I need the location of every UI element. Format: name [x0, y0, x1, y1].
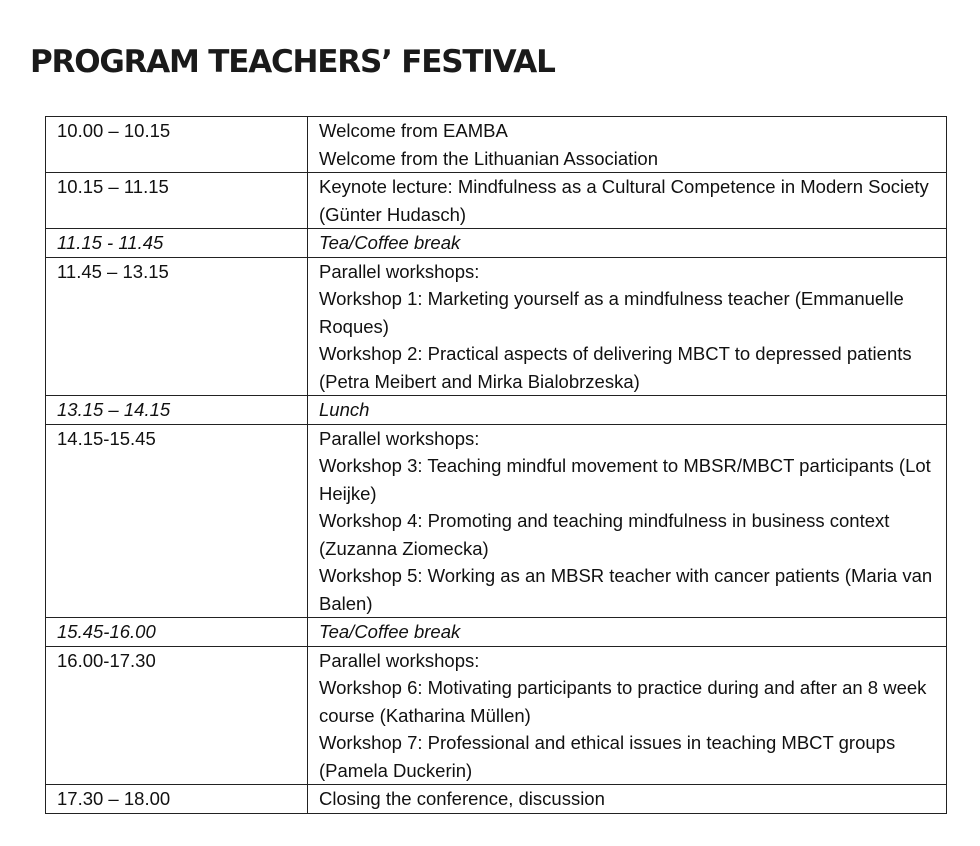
- activity-cell: [308, 424, 947, 618]
- activity-line: Workshop 2: Practical aspects of delivering MBCT to depressed patients (Petra Meibert and Mirka Bialobrzeska): [319, 343, 912, 392]
- activity-cell: [308, 117, 947, 173]
- activity-line: Workshop 5: Working as an MBSR teacher with cancer patients (Maria van Balen): [319, 565, 933, 614]
- activity-line: Workshop 6: Motivating participants to practice during and after an 8 week course (Katharina Müllen): [319, 677, 927, 726]
- activity-line: Workshop 7: Professional and ethical issues in teaching MBCT groups (Pamela Duckerin): [319, 732, 896, 781]
- time-cell: 11.45 – 13.15: [46, 257, 308, 396]
- activity-cell: [308, 229, 947, 258]
- activity-line: Closing the conference, discussion: [319, 788, 605, 809]
- time-cell: 16.00-17.30: [46, 646, 308, 785]
- time-cell: 10.00 – 10.15: [46, 117, 308, 173]
- time-cell: 15.45-16.00: [46, 618, 308, 647]
- activity-cell: [308, 618, 947, 647]
- activity-cell: [308, 257, 947, 396]
- time-cell: 10.15 – 11.15: [46, 173, 308, 229]
- activity-cell: [308, 785, 947, 814]
- activity-line: Lunch: [319, 399, 370, 420]
- table-row: [46, 424, 947, 618]
- table-row: [46, 785, 947, 814]
- activity-line: Welcome from the Lithuanian Association: [319, 147, 659, 169]
- table-row-break: [46, 618, 947, 647]
- page-title: PROGRAM TEACHERS’ FESTIVAL: [30, 44, 555, 80]
- time-cell: 13.15 – 14.15: [46, 396, 308, 425]
- activity-line: Parallel workshops:: [319, 649, 480, 671]
- table-row: [46, 257, 947, 396]
- table-row-break: [46, 229, 947, 258]
- program-table: [45, 116, 947, 814]
- time-cell: 11.15 - 11.45: [46, 229, 308, 258]
- table-row: [46, 173, 947, 229]
- activity-line: Workshop 3: Teaching mindful movement to MBSR/MBCT participants (Lot Heijke): [319, 455, 931, 504]
- time-cell: 14.15-15.45: [46, 424, 308, 618]
- activity-cell: [308, 173, 947, 229]
- activity-cell: [308, 646, 947, 785]
- table-row: [46, 117, 947, 173]
- activity-line: Parallel workshops:: [319, 427, 480, 449]
- activity-line: Parallel workshops:: [319, 260, 480, 282]
- activity-line: Workshop 4: Promoting and teaching mindfulness in business context (Zuzanna Ziomecka): [319, 510, 890, 559]
- activity-line: Workshop 1: Marketing yourself as a mindfulness teacher (Emmanuelle Roques): [319, 288, 904, 337]
- time-cell: 17.30 – 18.00: [46, 785, 308, 814]
- table-row: [46, 646, 947, 785]
- table-row-break: [46, 396, 947, 425]
- activity-line: Tea/Coffee break: [319, 232, 461, 253]
- activity-line: Keynote lecture: Mindfulness as a Cultural Competence in Modern Society (Günter Hudasch): [319, 176, 929, 225]
- activity-cell: [308, 396, 947, 425]
- activity-line: Tea/Coffee break: [319, 621, 461, 642]
- activity-line: Welcome from EAMBA: [319, 120, 508, 141]
